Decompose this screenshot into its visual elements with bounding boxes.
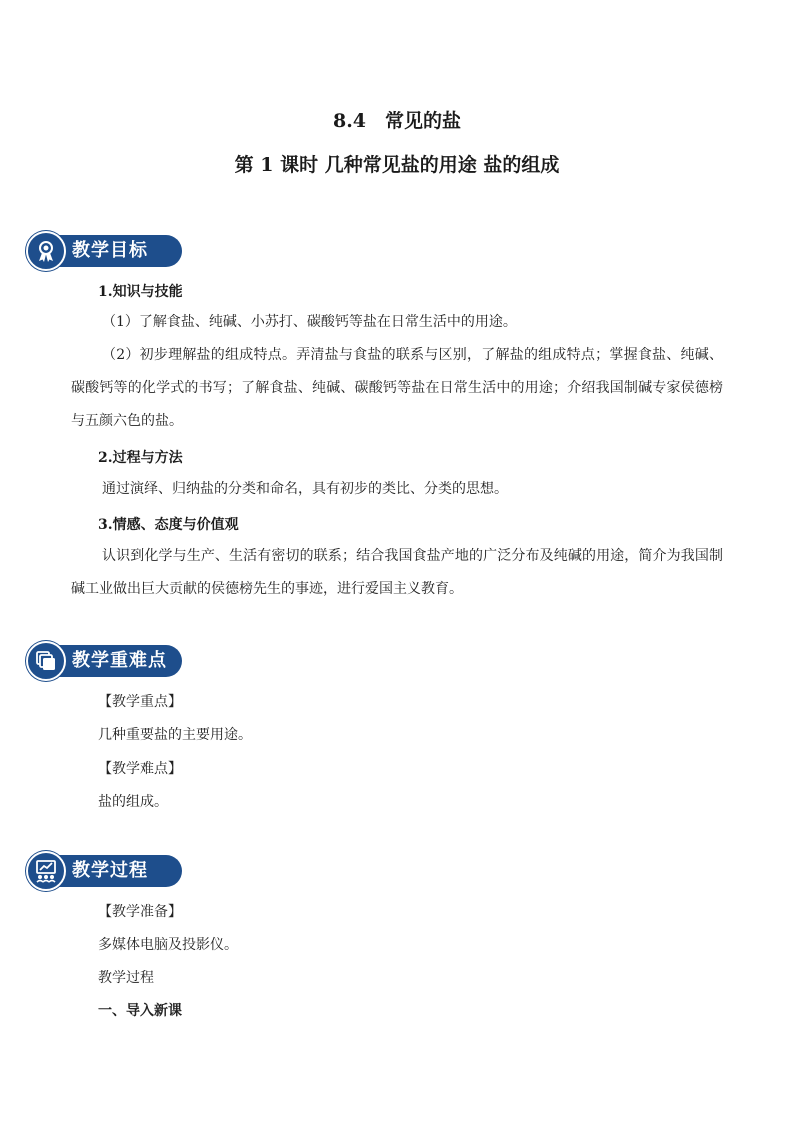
- presentation-chart-icon: [34, 859, 58, 883]
- lesson-subtitle: 第 1 课时 几种常见盐的用途 盐的组成: [234, 154, 560, 176]
- objective-para-3: 通过演绎、归纳盐的分类和命名，具有初步的类比、分类的思想。: [102, 481, 508, 497]
- award-medal-icon: [34, 239, 58, 263]
- prep-label: 【教学准备】: [98, 904, 182, 920]
- intro-heading: 一、导入新课: [98, 1003, 182, 1019]
- prep-text: 多媒体电脑及投影仪。: [98, 937, 238, 953]
- objective-heading-attitude: 3.情感、态度与价值观: [98, 517, 239, 533]
- key-point-text: 几种重要盐的主要用途。: [98, 727, 252, 743]
- process-banner: [26, 851, 184, 891]
- objectives-banner: [26, 231, 184, 271]
- key-point-label: 【教学重点】: [98, 694, 182, 710]
- difficulty-label: 【教学难点】: [98, 761, 182, 777]
- process-label: 教学过程: [98, 970, 154, 986]
- objectives-banner-label: 教学目标: [72, 240, 148, 261]
- difficulty-text: 盐的组成。: [98, 794, 168, 810]
- lesson-title: 8.4 常见的盐: [332, 110, 462, 132]
- objective-heading-process: 2.过程与方法: [98, 450, 183, 466]
- objective-para-4: 认识到化学与生产、生活有密切的联系；结合我国食盐产地的广泛分布及纯碱的用途，简介为我国制碱工业做出巨大贡献的侯德榜先生的事迹，进行爱国主义教育。: [71, 548, 723, 597]
- process-banner-label: 教学过程: [72, 860, 148, 881]
- objective-heading-knowledge: 1.知识与技能: [98, 284, 183, 300]
- layers-icon: [34, 649, 58, 673]
- key-points-banner: [26, 641, 184, 681]
- objective-para-1: （1）了解食盐、纯碱、小苏打、碳酸钙等盐在日常生活中的用途。: [102, 314, 517, 330]
- key-points-banner-label: 教学重难点: [72, 650, 167, 671]
- objective-para-2: （2）初步理解盐的组成特点。弄清盐与食盐的联系与区别，了解盐的组成特点；掌握食盐、纯碱、碳酸钙等的化学式的书写；了解食盐、纯碱、碳酸钙等盐在日常生活中的用途；介绍我国制碱专家侯德榜与五颜六色的盐。: [71, 347, 723, 429]
